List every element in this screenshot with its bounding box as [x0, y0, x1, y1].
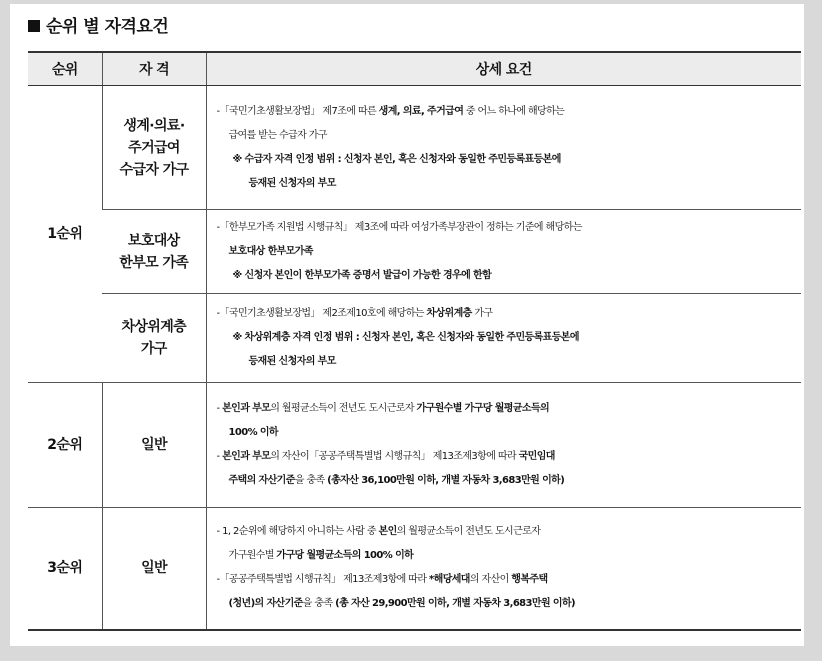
- detail-cell: [206, 86, 801, 210]
- section-title: [28, 12, 168, 37]
- detail-line: - 본인과 부모의 월평균소득이 전년도 도시근로자 가구원수별 가구당 월평균소득의: [216, 403, 550, 414]
- table-row: [28, 508, 801, 630]
- qualification-line: 가구: [140, 341, 167, 357]
- header-detail: 상세 요건: [206, 52, 801, 86]
- detail-line: 100% 이하: [228, 427, 278, 438]
- document-page: [10, 4, 804, 646]
- qualification-cell: 일반: [102, 383, 206, 508]
- qualification-cell: 일반: [102, 508, 206, 630]
- table-row: [28, 383, 801, 508]
- detail-line: -「국민기초생활보장법」 제7조에 따른 생계, 의료, 주거급여 중 어느 하나에 해당하는: [216, 105, 565, 117]
- detail-cell: [206, 383, 801, 508]
- detail-line: -「한부모가족 지원법 시행규칙」 제3조에 따라 여성가족부장관이 정하는 기준에 해당하는: [216, 221, 582, 233]
- qualification-line: 주거급여: [128, 139, 180, 156]
- detail-note: ※ 신청자 본인이 한부모가족 증명서 발급이 가능한 경우에 한함: [232, 269, 492, 281]
- detail-line: 가구원수별 가구당 월평균소득의 100% 이하: [228, 550, 414, 562]
- qualification-line: 수급자 가구: [119, 161, 189, 178]
- detail-note-continued: 등재된 신청자의 부모: [248, 356, 336, 367]
- detail-line: - 1, 2순위에 해당하지 아니하는 사람 중 본인의 월평균소득이 전년도 도시근로자: [216, 526, 541, 538]
- table-row: [28, 294, 801, 383]
- rank-cell-3: 3순위: [28, 508, 102, 630]
- qualification-line: 보호대상: [127, 232, 180, 249]
- detail-line: -「공공주택특별법 시행규칙」 제13조제3항에 따라 *해당세대의 자산이 행복주택: [216, 574, 548, 586]
- header-qualification: 자 격: [102, 52, 206, 86]
- detail-line: -「국민기초생활보장법」 제2조제10호에 해당하는 차상위계층 가구: [216, 308, 493, 319]
- table-header-row: [28, 52, 801, 86]
- eligibility-table: [28, 51, 801, 631]
- table-row: [28, 210, 801, 294]
- detail-note-continued: 등재된 신청자의 부모: [248, 177, 336, 189]
- detail-line: 주택의 자산기준을 충족 (총자산 36,100만원 이하, 개별 자동차 3,683만원 이하): [228, 475, 565, 486]
- detail-note: ※ 수급자 자격 인정 범위 : 신청자 본인, 혹은 신청자와 동일한 주민등록표등본에: [232, 153, 561, 165]
- qualification-cell: [102, 210, 206, 294]
- qualification-cell: [102, 86, 206, 210]
- detail-note: ※ 차상위계층 자격 인정 범위 : 신청자 본인, 혹은 신청자와 동일한 주민등록표등본에: [232, 332, 579, 343]
- rank-cell-1: 1순위: [28, 86, 102, 383]
- section-title-text: 순위 별 자격요건: [46, 17, 169, 37]
- header-rank: 순위: [28, 52, 102, 86]
- detail-line: 급여를 받는 수급자 가구: [228, 129, 327, 141]
- detail-cell: [206, 210, 801, 294]
- rank-cell-2: 2순위: [28, 383, 102, 508]
- qualification-cell: [102, 294, 206, 383]
- detail-line: (청년)의 자산기준을 충족 (총 자산 29,900만원 이하, 개별 자동차 3,683만원 이하): [228, 598, 575, 610]
- detail-cell: [206, 294, 801, 383]
- detail-line: - 본인과 부모의 자산이「공공주택특별법 시행규칙」 제13조제3항에 따라 국민임대: [216, 451, 555, 462]
- qualification-line: 한부모 가족: [119, 254, 189, 271]
- qualification-line: 생계·의료·: [123, 117, 185, 134]
- detail-cell: [206, 508, 801, 630]
- detail-line: 보호대상 한부모가족: [228, 245, 313, 257]
- table-row: [28, 86, 801, 210]
- qualification-line: 차상위계층: [121, 319, 187, 335]
- black-square-icon: [28, 20, 40, 32]
